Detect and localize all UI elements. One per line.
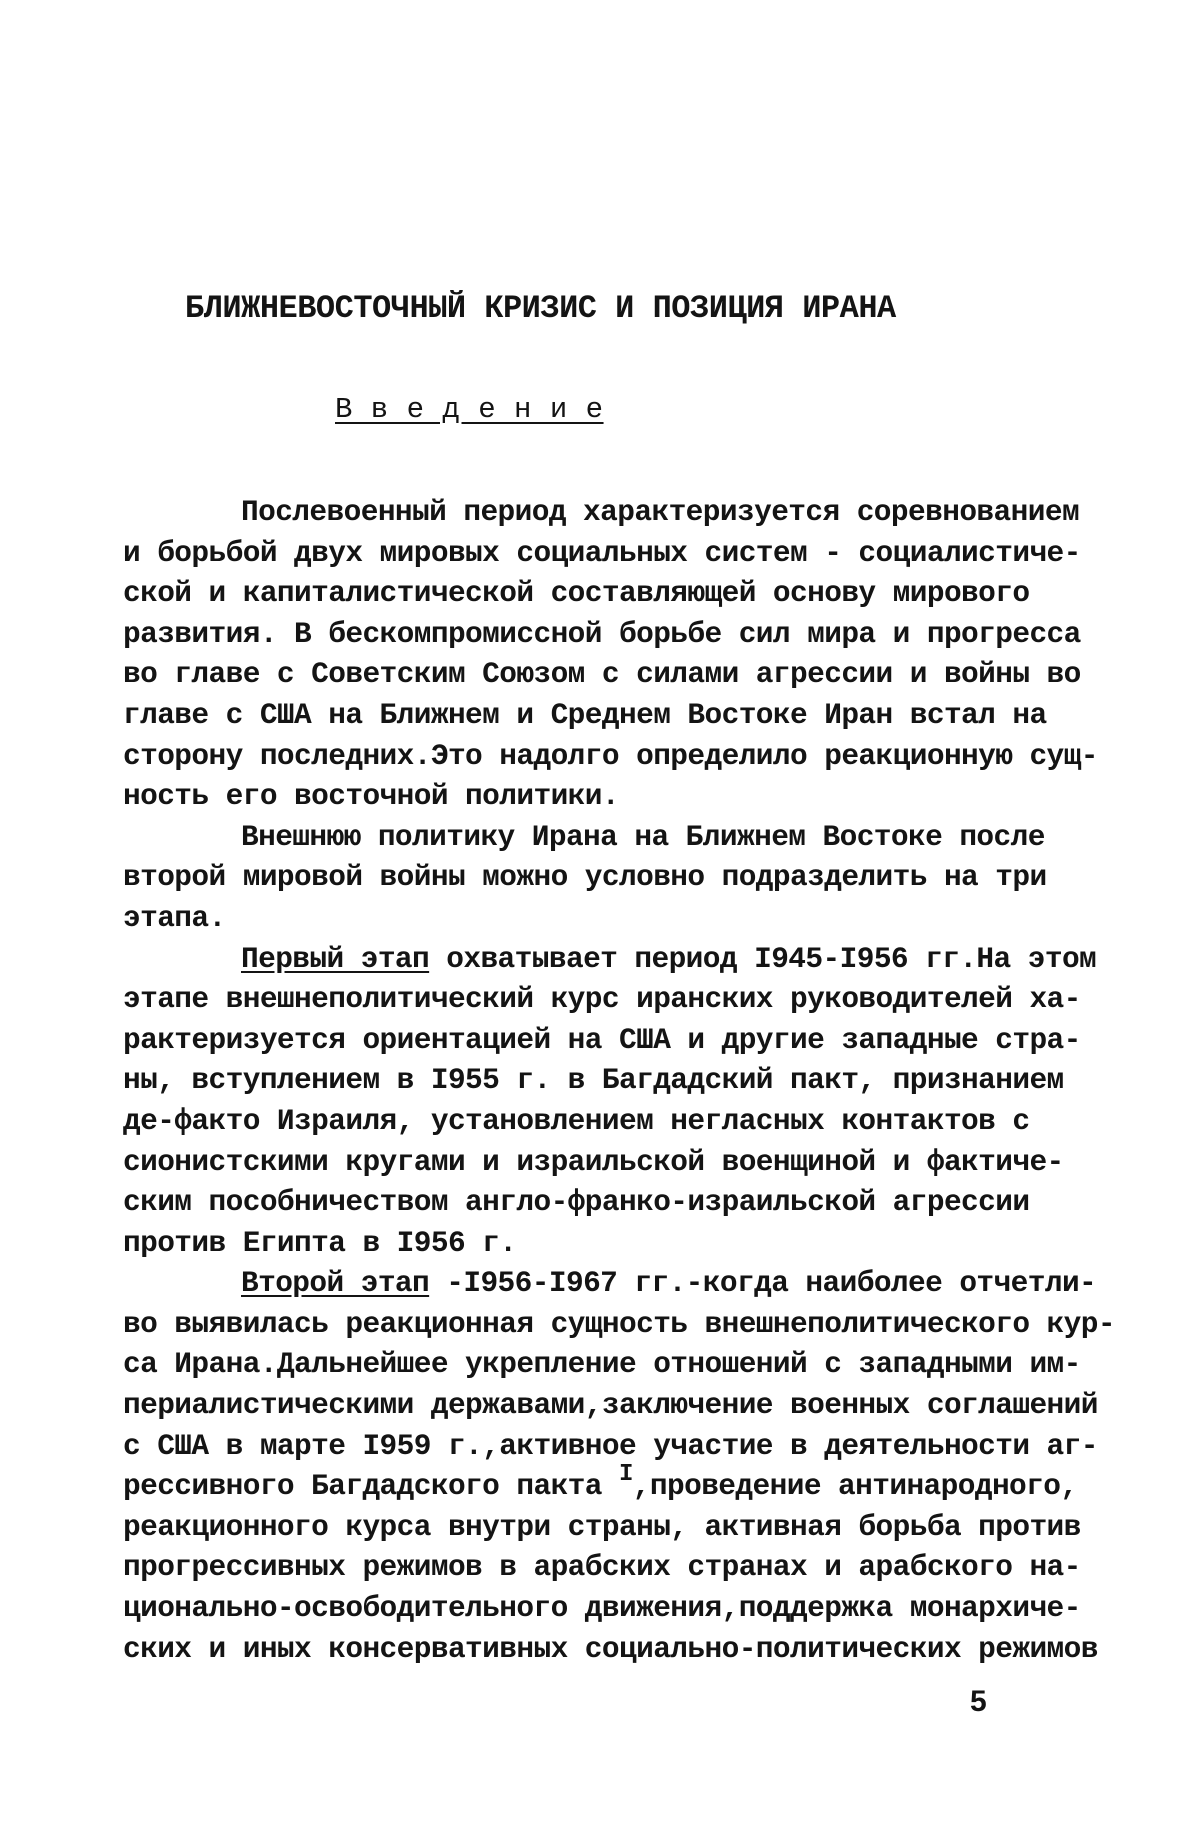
text-line — [123, 1020, 1103, 1061]
text-line — [123, 857, 1103, 898]
body-text — [123, 492, 1115, 1669]
text-segment: этапе внешнеполитический курс иранских руководителей ха- — [123, 982, 1081, 1017]
text-line — [123, 1344, 1103, 1385]
text-line — [123, 614, 1103, 655]
text-line — [123, 1263, 1103, 1304]
text-line — [123, 1060, 1103, 1101]
text-segment: развития. В бескомпромиссной борьбе сил мира и прогресса — [123, 616, 1081, 651]
text-line — [123, 776, 1103, 817]
text-segment: во главе с Советским Союзом с силами агрессии и войны во — [123, 657, 1081, 692]
text-line — [123, 1101, 1103, 1142]
text-line — [123, 573, 1103, 614]
text-segment: с США в марте I959 г.,активное участие в деятельности аг- — [123, 1428, 1098, 1463]
text-segment: ,проведение антинародного, — [632, 1469, 1078, 1504]
text-segment: са Ирана.Дальнейшее укрепление отношений с западными им- — [123, 1347, 1081, 1382]
section-heading: В в е д е н и е — [335, 393, 604, 426]
underlined-term: Первый этап — [241, 941, 430, 976]
text-line — [123, 1629, 1103, 1670]
text-segment: против Египта в I956 г. — [123, 1225, 517, 1260]
footnote-marker: I — [618, 1461, 633, 1489]
text-line — [123, 1426, 1103, 1467]
text-line — [123, 1304, 1115, 1345]
text-line — [123, 1142, 1103, 1183]
text-segment: ционально-освободительного движения,поддержка монархиче- — [123, 1591, 1081, 1626]
text-segment: ны, вступлением в I955 г. в Багдадский пакт, признанием — [123, 1063, 1064, 1098]
text-segment: ской и капиталистической составляющей основу мирового — [123, 576, 1030, 611]
text-line — [123, 817, 1103, 858]
underlined-term: Второй этап — [241, 1266, 430, 1301]
text-segment: -I956-I967 гг.-когда наиболее отчетли- — [429, 1266, 1097, 1301]
text-line — [123, 1461, 1103, 1507]
text-segment: во выявилась реакционная сущность внешнеполитического кур- — [123, 1306, 1115, 1341]
text-line — [123, 1547, 1103, 1588]
text-segment: охватывает период I945-I956 гг.На этом — [429, 941, 1097, 976]
text-segment: ским пособничеством англо-франко-израильской агрессии — [123, 1185, 1030, 1220]
page-title: БЛИЖНЕВОСТОЧНЫЙ КРИЗИС И ПОЗИЦИЯ ИРАНА — [185, 290, 896, 327]
text-segment: периалистическими державами,заключение военных соглашений — [123, 1388, 1098, 1423]
text-segment: Внешнюю политику Ирана на Ближнем Востоке после — [241, 819, 1045, 854]
text-line — [123, 533, 1103, 574]
text-segment: рессивного Багдадского пакта — [123, 1469, 619, 1504]
text-segment: прогрессивных режимов в арабских странах и арабского на- — [123, 1550, 1081, 1585]
text-segment: Послевоенный период характеризуется соревнованием — [241, 495, 1080, 529]
text-segment: и борьбой двух мировых социальных систем - социалистиче- — [123, 535, 1081, 570]
text-line — [123, 939, 1103, 980]
page-number: 5 — [970, 1685, 987, 1718]
text-line — [123, 1223, 1103, 1264]
text-line — [123, 898, 1103, 939]
text-line — [123, 1588, 1103, 1629]
text-segment: ность его восточной политики. — [123, 779, 619, 814]
text-segment: де-факто Израиля, установлением негласных контактов с — [123, 1103, 1030, 1138]
text-line — [123, 1385, 1103, 1426]
text-segment: этапа. — [123, 900, 226, 935]
text-segment: сторону последних.Это надолго определило реакционную сущ- — [123, 738, 1098, 773]
text-line — [123, 654, 1103, 695]
text-segment: ских и иных консервативных социально-политических режимов — [123, 1631, 1098, 1666]
text-line — [123, 1507, 1103, 1548]
text-line — [123, 1182, 1103, 1223]
text-line — [123, 492, 1103, 533]
text-line — [123, 695, 1103, 736]
text-line — [123, 736, 1103, 777]
text-segment: рактеризуется ориентацией на США и другие западные стра- — [123, 1022, 1081, 1057]
text-segment: сионистскими кругами и израильской военщиной и фактиче- — [123, 1144, 1064, 1179]
text-segment: второй мировой войны можно условно подразделить на три — [123, 860, 1047, 895]
text-segment: главе с США на Ближнем и Среднем Востоке Иран встал на — [123, 697, 1047, 732]
text-segment: реакционного курса внутри страны, активная борьба против — [123, 1509, 1081, 1544]
text-line — [123, 979, 1103, 1020]
